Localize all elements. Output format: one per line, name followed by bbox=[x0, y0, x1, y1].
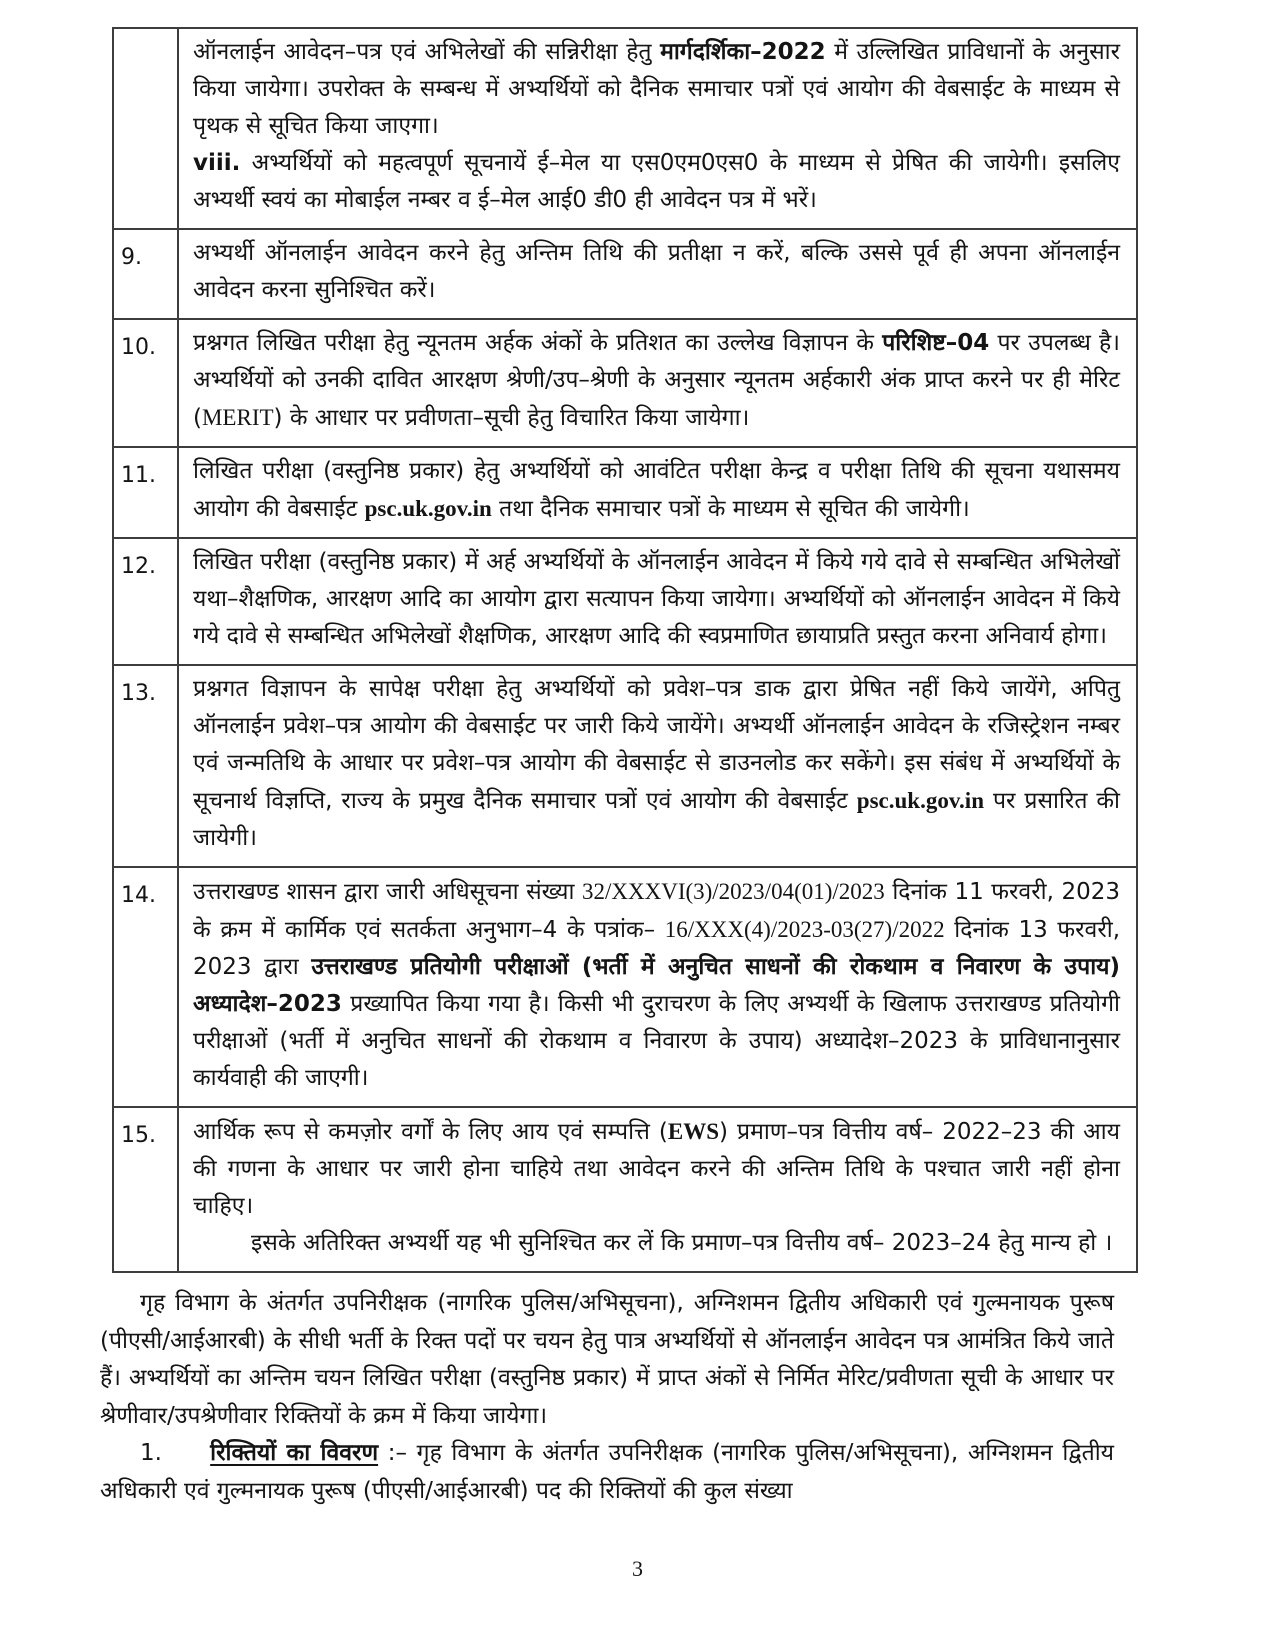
table-row bbox=[113, 229, 1137, 319]
table-row bbox=[113, 319, 1137, 447]
text-run: EWS bbox=[667, 1119, 720, 1144]
text-run: लिखित परीक्षा (वस्तुनिष्ठ प्रकार) में अर्ह अभ्यर्थियों के ऑनलाईन आवेदन में किये गये दावे से सम्बन्धित अभिलेखों यथा–शैक्षणिक, आरक्षण आदि का आयोग द्वारा सत्यापन किया जायेगा। अभ्यर्थियों को ऑनलाईन आवेदन में किये गये दावे से सम्बन्धित अभिलेखों शैक्षणिक, आरक्षण आदि की स्वप्रमाणित छायाप्रति प्रस्तुत करना अनिवार्य होगा। bbox=[193, 549, 1120, 649]
row-content-cell bbox=[178, 319, 1137, 447]
text-run: गृह विभाग के अंतर्गत उपनिरीक्षक (नागरिक पुलिस/अभिसूचना), अग्निशमन द्वितीय अधिकारी एवं गुल्मनायक पुरूष (पीएसी/आईआरबी) के सीधी भर्ती के रिक्त पदों पर चयन हेतु पात्र अभ्यर्थियों से ऑनलाईन आवेदन पत्र आमंत्रित किये जाते हैं। अभ्यर्थियों का अन्तिम चयन लिखित परीक्षा (वस्तुनिष्ठ प्रकार) में प्राप्त अंकों से निर्मित मेरिट/प्रवीणता सूची के आधार पर श्रेणीवार/उपश्रेणीवार रिक्तियों के क्रम में किया जायेगा। bbox=[100, 1290, 1114, 1429]
table-paragraph bbox=[193, 235, 1120, 309]
text-run: आर्थिक रूप से कमज़ोर वर्गों के लिए आय एवं सम्पत्ति ( bbox=[193, 1119, 668, 1145]
row-serial-number: 15. bbox=[113, 1107, 178, 1272]
table-paragraph bbox=[193, 544, 1120, 655]
text-run: psc.uk.gov.in bbox=[856, 788, 984, 813]
text-run: इसके अतिरिक्त अभ्यर्थी यह भी सुनिश्चित कर लें कि प्रमाण–पत्र वित्तीय वर्ष– 2023–24 हेतु मान्य हो । bbox=[251, 1230, 1113, 1256]
table-paragraph bbox=[193, 34, 1120, 145]
text-run: प्रश्नगत विज्ञापन के सापेक्ष परीक्षा हेतु अभ्यर्थियों को प्रवेश–पत्र डाक द्वारा प्रेषित नहीं किये जायेंगे, अपितु ऑनलाईन प्रवेश–पत्र आयोग की वेबसाईट पर जारी किये जायेंगे। अभ्यर्थी ऑनलाईन आवेदन के रजिस्ट्रेशन नम्बर एवं जन्मतिथि के आधार पर प्रवेश–पत्र आयोग की वेबसाईट से डाउनलोड कर सकेंगे। इस संबंध में अभ्यर्थियों के सूचनार्थ विज्ञप्ति, राज्य के प्रमुख दैनिक समाचार पत्रों एवं आयोग की वेबसाईट bbox=[193, 676, 1120, 814]
table-paragraph bbox=[193, 1225, 1120, 1262]
text-run: ऑनलाईन आवेदन–पत्र एवं अभिलेखों की सन्निरीक्षा हेतु bbox=[193, 39, 661, 65]
table-row bbox=[113, 447, 1137, 538]
table-row bbox=[113, 538, 1137, 665]
text-run: अभ्यर्थी ऑनलाईन आवेदन करने हेतु अन्तिम तिथि की प्रतीक्षा न करें, बल्कि उससे पूर्व ही अपना ऑनलाईन आवेदन करना सुनिश्चित करें। bbox=[193, 240, 1120, 303]
text-run: 32/XXXVI(3)/2023/04(01)/2023 bbox=[581, 879, 885, 904]
text-run: प्रख्यापित किया गया है। किसी भी दुराचरण के लिए अभ्यर्थी के खिलाफ उत्तराखण्ड प्रतियोगी परीक्षाओं (भर्ती में अनुचित साधनों की रोकथाम व निवारण के उपाय) अध्यादेश–2023 के प्राविधानानुसार कार्यवाही की जाएगी। bbox=[193, 991, 1120, 1091]
table-row bbox=[113, 1107, 1137, 1272]
table-row bbox=[113, 28, 1137, 229]
text-run: परिशिष्ट–04 bbox=[882, 330, 990, 356]
text-run: दिनांक 11 फरवरी, 2023 के क्रम में कार्मिक एवं सतर्कता अनुभाग–4 के पत्रांक– bbox=[193, 879, 1120, 943]
text-run: पर उपलब्ध है। अभ्यर्थियों को उनकी दावित आरक्षण श्रेणी/उप–श्रेणी के अनुसार न्यूनतम अर्हकारी अंक प्राप्त करने पर ही मेरिट ( bbox=[193, 330, 1120, 431]
text-run: पर प्रसारित की जायेगी। bbox=[193, 788, 1120, 851]
row-content-cell bbox=[178, 867, 1137, 1107]
row-content-cell bbox=[178, 1107, 1137, 1272]
text-run: ) के आधार पर प्रवीणता–सूची हेतु विचारित किया जायेगा। bbox=[273, 405, 750, 431]
notice-table-body bbox=[113, 28, 1137, 1272]
text-run: मार्गदर्शिका–2022 bbox=[660, 39, 826, 65]
text-run: रिक्तियों का विवरण bbox=[210, 1440, 379, 1466]
notice-conditions-table bbox=[112, 27, 1138, 1273]
row-serial-number: 9. bbox=[113, 229, 178, 319]
text-run: MERIT bbox=[201, 405, 274, 430]
row-content-cell bbox=[178, 28, 1137, 229]
text-run: तथा दैनिक समाचार पत्रों के माध्यम से सूचित की जायेगी। bbox=[491, 496, 970, 522]
row-serial-number: 13. bbox=[113, 665, 178, 867]
body-paragraph bbox=[100, 1435, 1114, 1510]
text-run: उत्तराखण्ड प्रतियोगी परीक्षाओं (भर्ती में अनुचित साधनों की रोकथाम व निवारण के उपाय) अध्यादेश–2023 bbox=[193, 954, 1121, 1017]
table-paragraph bbox=[193, 1113, 1120, 1225]
row-content-cell bbox=[178, 538, 1137, 665]
table-row bbox=[113, 867, 1137, 1107]
row-content-cell bbox=[178, 229, 1137, 319]
table-paragraph bbox=[193, 873, 1120, 1097]
table-row bbox=[113, 665, 1137, 867]
row-content-cell bbox=[178, 665, 1137, 867]
table-paragraph bbox=[193, 671, 1120, 857]
text-run: ) प्रमाण–पत्र वित्तीय वर्ष– 2022–23 की आय की गणना के आधार पर जारी होना चाहिये तथा आवेदन करने की अन्तिम तिथि के पश्चात जारी नहीं होना चाहिए। bbox=[193, 1119, 1120, 1219]
row-content-cell bbox=[178, 447, 1137, 538]
table-paragraph bbox=[193, 145, 1120, 219]
text-run: उत्तराखण्ड शासन द्वारा जारी अधिसूचना संख्या bbox=[193, 879, 582, 905]
table-paragraph bbox=[193, 453, 1120, 528]
row-serial-number: 12. bbox=[113, 538, 178, 665]
row-serial-number: 11. bbox=[113, 447, 178, 538]
row-serial-number: 14. bbox=[113, 867, 178, 1107]
text-run: :– गृह विभाग के अंतर्गत उपनिरीक्षक (नागरिक पुलिस/अभिसूचना), अग्निशमन द्वितीय अधिकारी एवं गुल्मनायक पुरूष (पीएसी/आईआरबी) पद की रिक्तियों की कुल संख्या bbox=[100, 1440, 1115, 1504]
page-number: 3 bbox=[632, 1556, 643, 1581]
row-serial-number: 10. bbox=[113, 319, 178, 447]
body-paragraph bbox=[100, 1285, 1114, 1435]
text-run: 1. bbox=[140, 1440, 211, 1466]
row-serial-number bbox=[113, 28, 178, 229]
text-run: लिखित परीक्षा (वस्तुनिष्ठ प्रकार) हेतु अभ्यर्थियों को आवंटित परीक्षा केन्द्र व परीक्षा तिथि की सूचना यथासमय आयोग की वेबसाईट bbox=[193, 458, 1120, 522]
text-run: psc.uk.gov.in bbox=[364, 496, 492, 521]
text-run: दिनांक 13 फरवरी, 2023 द्वारा bbox=[193, 917, 1121, 980]
text-run: viii. bbox=[193, 150, 241, 176]
body-text-section bbox=[100, 1285, 1114, 1510]
table-paragraph bbox=[193, 325, 1120, 437]
text-run: अभ्यर्थियों को महत्वपूर्ण सूचनायें ई–मेल या एस0एम0एस0 के माध्यम से प्रेषित की जायेगी। इसलिए अभ्यर्थी स्वयं का मोबाईल नम्बर व ई–मेल आई0 डी0 ही आवेदन पत्र में भरें। bbox=[193, 150, 1120, 213]
text-run: में उल्लिखित प्राविधानों के अनुसार किया जायेगा। उपरोक्त के सम्बन्ध में अभ्यर्थियों को दैनिक समाचार पत्रों एवं आयोग की वेबसाईट के माध्यम से पृथक से सूचित किया जाएगा। bbox=[193, 39, 1120, 139]
text-run: 16/XXX(4)/2023-03(27)/2022 bbox=[664, 917, 945, 942]
text-run: प्रश्नगत लिखित परीक्षा हेतु न्यूनतम अर्हक अंकों के प्रतिशत का उल्लेख विज्ञापन के bbox=[193, 330, 883, 356]
